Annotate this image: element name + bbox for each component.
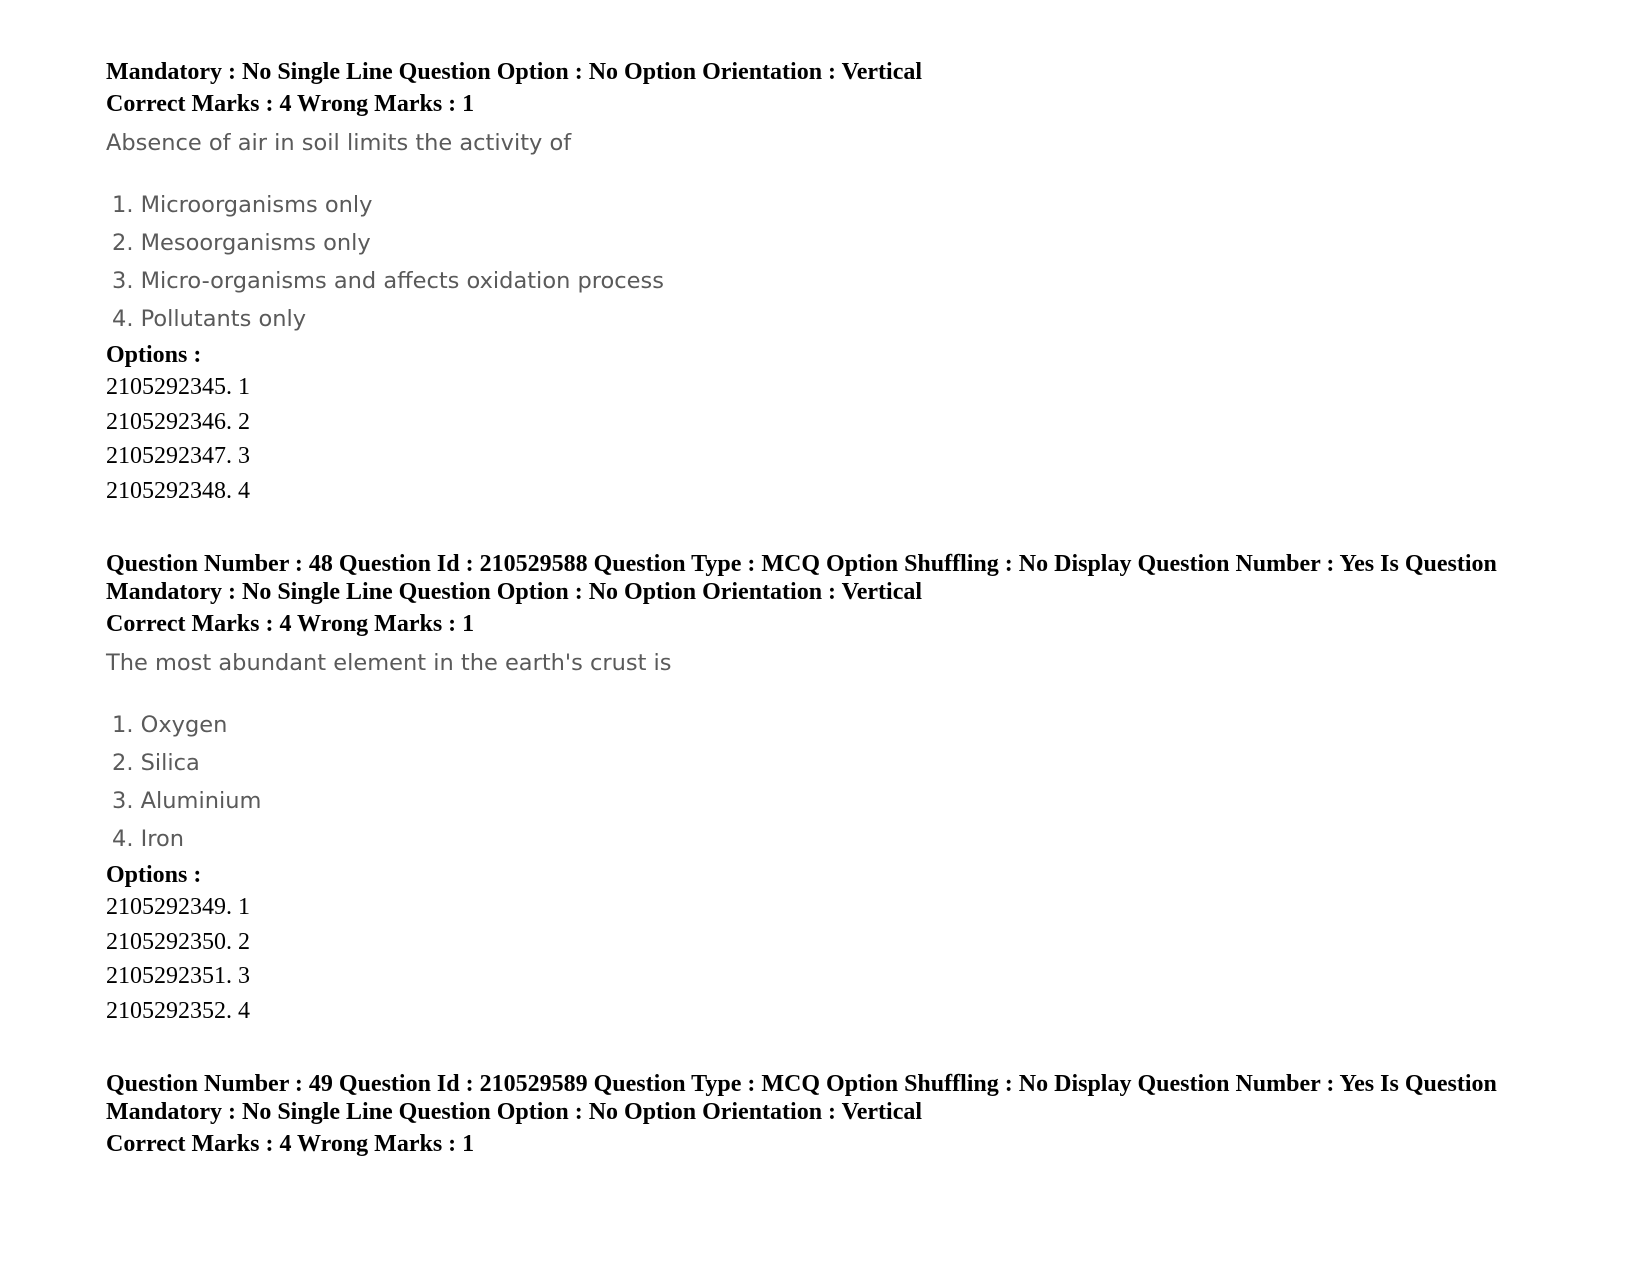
option-id-row: 2105292351. 3 — [106, 963, 250, 989]
question-47-block — [106, 58, 1626, 508]
question-meta-line: Mandatory : No Single Line Question Option : No Option Orientation : Vertical — [106, 1099, 923, 1125]
choice-item: 4. Pollutants only — [112, 306, 307, 332]
question-text: The most abundant element in the earth's crust is — [106, 650, 672, 676]
section-spacer — [106, 1028, 1626, 1070]
option-id-row: 2105292352. 4 — [106, 997, 250, 1024]
option-id-row: 2105292347. 3 — [106, 443, 250, 469]
option-id-row: 2105292346. 2 — [106, 408, 250, 435]
choice-list — [106, 186, 1626, 338]
question-marks: Correct Marks : 4 Wrong Marks : 1 — [106, 611, 475, 637]
options-label: Options : — [106, 862, 202, 888]
option-id-list — [106, 370, 1626, 508]
question-text: Absence of air in soil limits the activity of — [106, 130, 572, 156]
option-id-row: 2105292348. 4 — [106, 477, 250, 504]
choice-item: 1. Oxygen — [112, 712, 228, 738]
choice-item: 4. Iron — [112, 826, 185, 852]
option-id-row: 2105292350. 2 — [106, 928, 250, 955]
options-label: Options : — [106, 342, 202, 368]
question-marks: Correct Marks : 4 Wrong Marks : 1 — [106, 91, 475, 117]
option-id-list — [106, 890, 1626, 1028]
question-meta-line: Question Number : 49 Question Id : 210529589 Question Type : MCQ Option Shuffling : No Display Question Number : Yes Is Question — [106, 1071, 1497, 1097]
choice-item: 2. Mesoorganisms only — [112, 230, 371, 256]
option-id-row: 2105292345. 1 — [106, 374, 250, 400]
choice-list — [106, 706, 1626, 858]
choice-item: 2. Silica — [112, 750, 200, 776]
question-49-block — [106, 1070, 1626, 1158]
question-marks: Correct Marks : 4 Wrong Marks : 1 — [106, 1131, 475, 1157]
document-page — [106, 58, 1626, 1158]
choice-item: 3. Micro-organisms and affects oxidation process — [112, 268, 664, 294]
choice-item: 3. Aluminium — [112, 788, 262, 814]
choice-item: 1. Microorganisms only — [112, 192, 373, 218]
section-spacer — [106, 508, 1626, 550]
question-meta-line: Mandatory : No Single Line Question Option : No Option Orientation : Vertical — [106, 59, 923, 85]
question-meta-line: Mandatory : No Single Line Question Option : No Option Orientation : Vertical — [106, 579, 923, 605]
question-meta-line: Question Number : 48 Question Id : 210529588 Question Type : MCQ Option Shuffling : No Display Question Number : Yes Is Question — [106, 551, 1497, 577]
option-id-row: 2105292349. 1 — [106, 894, 250, 920]
question-48-block — [106, 550, 1626, 1028]
